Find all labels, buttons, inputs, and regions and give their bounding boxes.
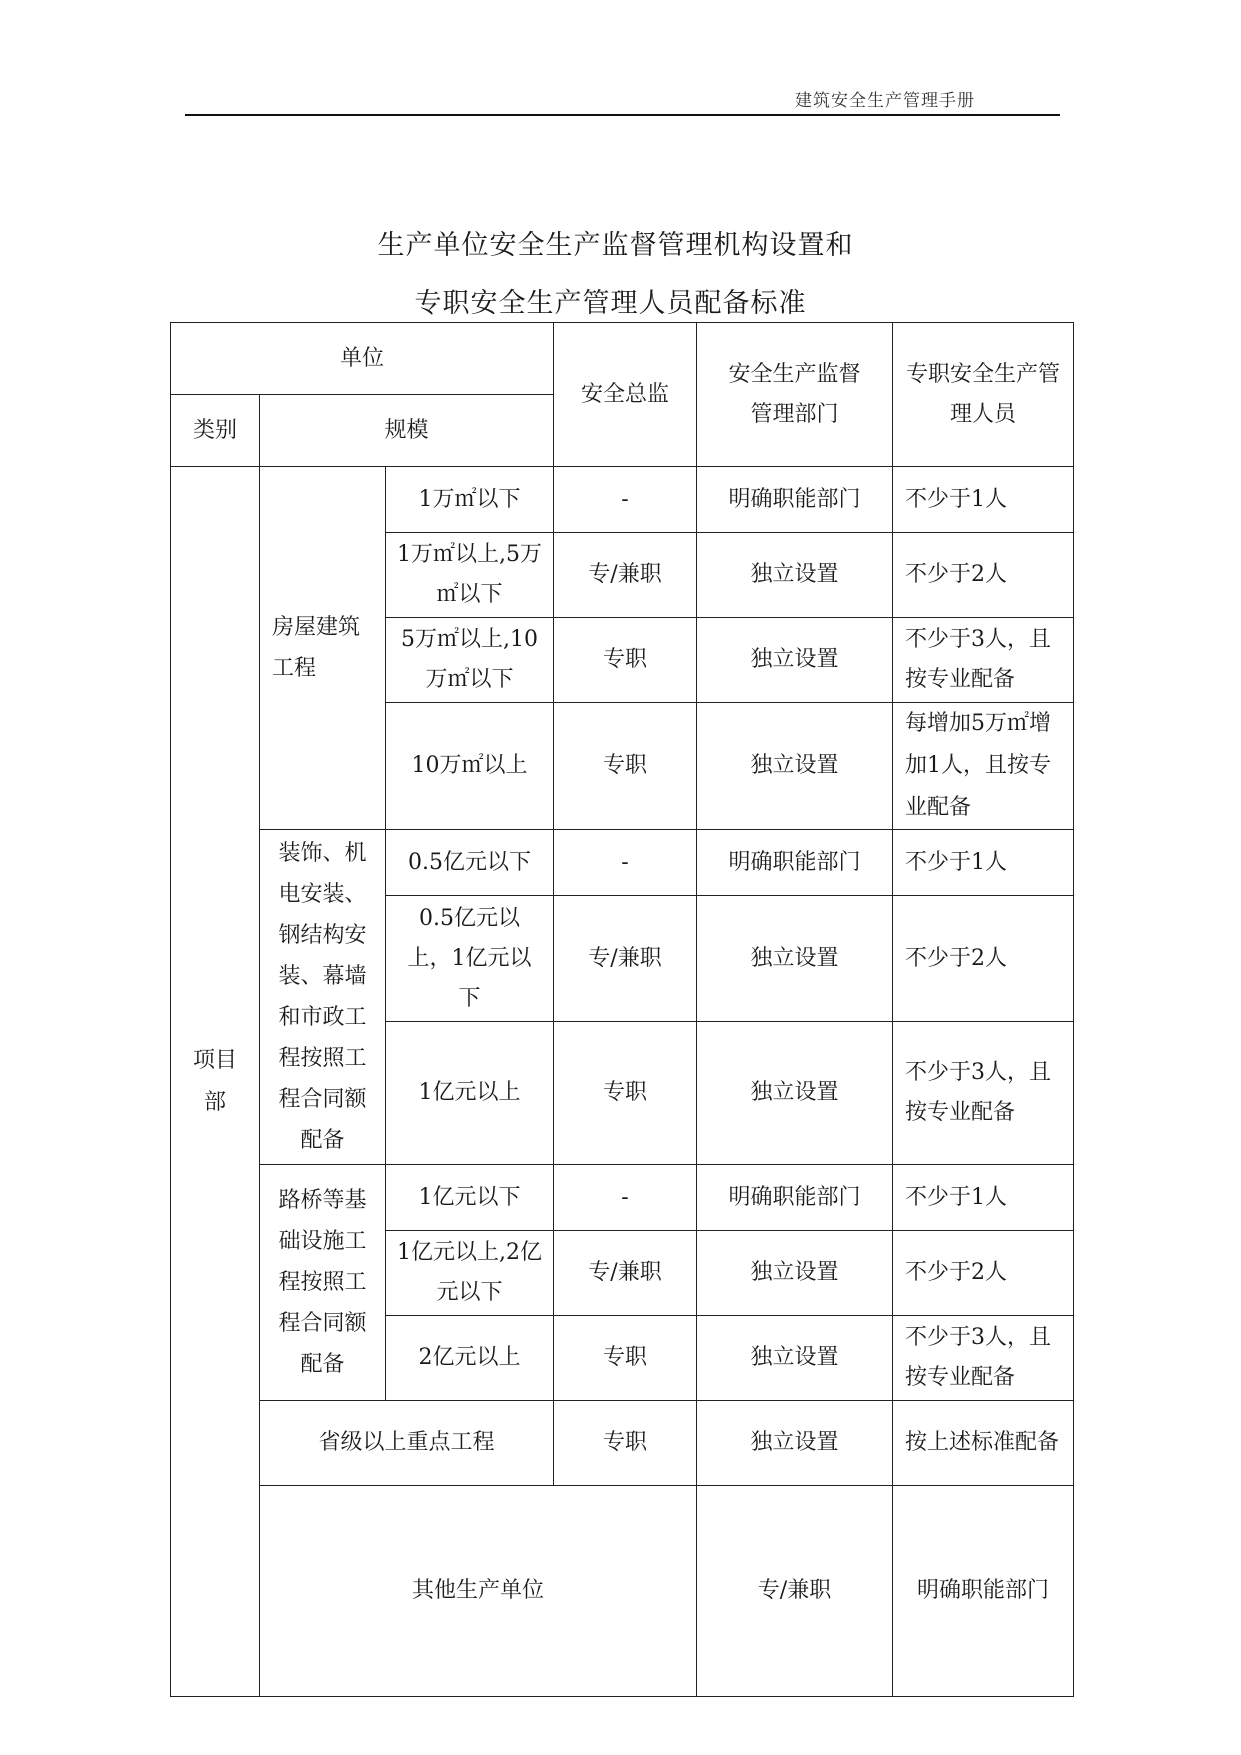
director-cell: 专职 (554, 703, 697, 830)
director-cell: - (554, 467, 697, 533)
document-title-line-1: 生产单位安全生产监督管理机构设置和 (377, 230, 854, 261)
dept-cell: 独立设置 (697, 896, 893, 1022)
staff-cell: 不少于1人 (893, 1165, 1074, 1231)
scale-cell: 5万㎡以上,10万㎡以下 (386, 618, 554, 703)
director-cell: - (554, 830, 697, 896)
dept-cell: 独立设置 (697, 1401, 893, 1486)
director-cell: 专/兼职 (554, 1231, 697, 1316)
header-supervision-dept: 安全生产监督管理部门 (697, 323, 893, 467)
table-row (171, 1165, 1074, 1231)
director-cell: 专职 (554, 1316, 697, 1401)
director-cell: 专/兼职 (697, 1486, 893, 1697)
staff-cell: 不少于2人 (893, 896, 1074, 1022)
staff-cell: 按上述标准配备 (893, 1401, 1074, 1486)
director-cell: 专职 (554, 1022, 697, 1165)
dept-cell: 明确职能部门 (697, 467, 893, 533)
scale-cell: 1亿元以上 (386, 1022, 554, 1165)
scale-cell: 1万㎡以下 (386, 467, 554, 533)
document-title-line-2: 专职安全生产管理人员配备标准 (414, 288, 807, 319)
header-category: 类别 (171, 395, 260, 467)
header-fulltime-staff: 专职安全生产管理人员 (893, 323, 1074, 467)
table-row (171, 1401, 1074, 1486)
header-unit: 单位 (171, 323, 554, 395)
staffing-standard-table (170, 322, 1074, 1697)
scale-cell: 10万㎡以上 (386, 703, 554, 830)
dept-cell: 独立设置 (697, 1231, 893, 1316)
director-cell: 专职 (554, 618, 697, 703)
dept-cell: 独立设置 (697, 618, 893, 703)
table-row (171, 467, 1074, 533)
dept-cell: 独立设置 (697, 533, 893, 618)
staff-cell: 不少于3人，且按专业配备 (893, 618, 1074, 703)
staff-cell: 不少于2人 (893, 1231, 1074, 1316)
table-row (171, 830, 1074, 896)
other-unit-cell: 其他生产单位 (260, 1486, 697, 1697)
scale-cell: 2亿元以上 (386, 1316, 554, 1401)
category-project-dept: 项目部 (171, 467, 260, 1697)
group-name: 路桥等基础设施工程按照工程合同额配备 (260, 1165, 386, 1401)
director-cell: 专/兼职 (554, 533, 697, 618)
header-row-1 (171, 323, 1074, 395)
dept-cell: 独立设置 (697, 1316, 893, 1401)
group-name: 房屋建筑工程 (260, 467, 386, 830)
staff-cell: 每增加5万㎡增加1人，且按专业配备 (893, 703, 1074, 830)
dept-cell: 独立设置 (697, 703, 893, 830)
group-name: 装饰、机电安装、钢结构安装、幕墙和市政工程按照工程合同额配备 (260, 830, 386, 1165)
provincial-project-cell: 省级以上重点工程 (260, 1401, 554, 1486)
scale-cell: 1万㎡以上,5万㎡以下 (386, 533, 554, 618)
scale-cell: 0.5亿元以上，1亿元以下 (386, 896, 554, 1022)
dept-cell: 明确职能部门 (893, 1486, 1074, 1697)
dept-cell: 明确职能部门 (697, 830, 893, 896)
director-cell: 专/兼职 (554, 896, 697, 1022)
staff-cell: 不少于3人，且按专业配备 (893, 1316, 1074, 1401)
header-rule (185, 114, 1060, 116)
dept-cell: 独立设置 (697, 1022, 893, 1165)
staff-cell: 不少于1人 (893, 467, 1074, 533)
director-cell: 专职 (554, 1401, 697, 1486)
dept-cell: 明确职能部门 (697, 1165, 893, 1231)
scale-cell: 1亿元以下 (386, 1165, 554, 1231)
header-safety-director: 安全总监 (554, 323, 697, 467)
director-cell: - (554, 1165, 697, 1231)
scale-cell: 0.5亿元以下 (386, 830, 554, 896)
table-row (171, 1486, 1074, 1697)
scale-cell: 1亿元以上,2亿元以下 (386, 1231, 554, 1316)
staff-cell: 不少于2人 (893, 533, 1074, 618)
staff-cell: 不少于1人 (893, 830, 1074, 896)
running-header: 建筑安全生产管理手册 (795, 91, 975, 111)
header-scale: 规模 (260, 395, 554, 467)
staff-cell: 不少于3人，且按专业配备 (893, 1022, 1074, 1165)
